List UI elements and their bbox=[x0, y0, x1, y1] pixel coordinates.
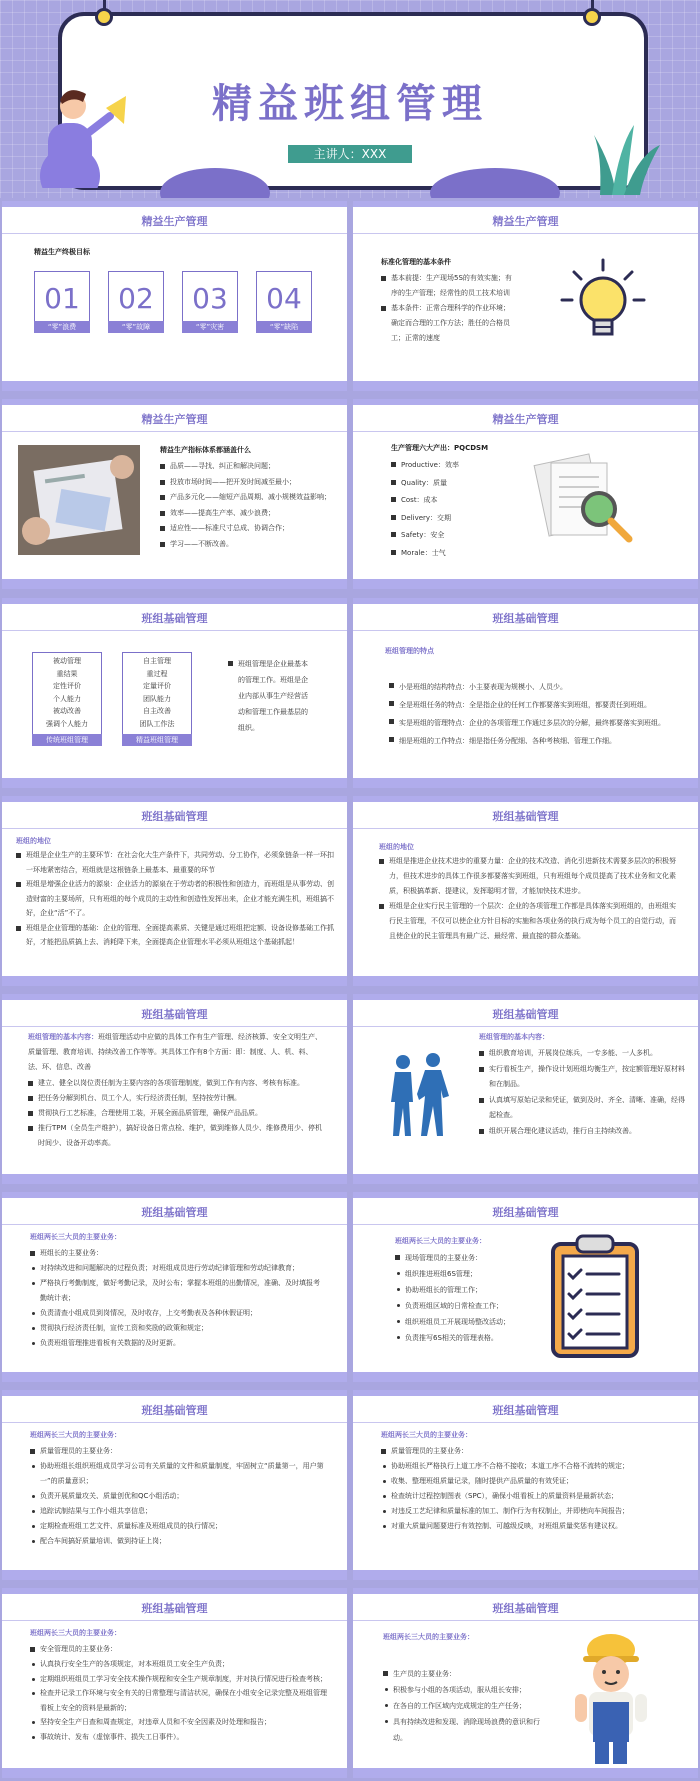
slide-team-features bbox=[353, 598, 698, 788]
box-item: 强调个人能力 bbox=[46, 719, 88, 728]
pqcdsm-list bbox=[391, 457, 521, 562]
list-item: 协助班组长的管理工作； bbox=[395, 1282, 545, 1298]
slide-production-staff-duties bbox=[353, 1588, 698, 1778]
list-item: 小是班组的结构特点：小主要表现为规模小、人员少。 bbox=[389, 678, 689, 696]
slide-bottom-bar bbox=[2, 778, 347, 788]
condition-list bbox=[381, 271, 516, 346]
content-list bbox=[28, 1076, 324, 1151]
slide-subtitle: 班组两长三大员的主要业务： bbox=[395, 1237, 486, 1245]
list-item: 贯彻执行工艺标准，合理使用工装，开展全面品质管理，确保产品品质。 bbox=[28, 1106, 324, 1121]
slide-lean-goals bbox=[2, 201, 347, 391]
list-item: 定期检查班组工艺文件、质量标准及班组成员的执行情况； bbox=[30, 1519, 326, 1534]
slide-subtitle: 班组两长三大员的主要业务： bbox=[30, 1629, 121, 1637]
title-divider bbox=[2, 1422, 347, 1423]
list-item: 班组管理是企业最基本的管理工作。班组是企业内部从事生产经营活动和管理工作最基层的组织。 bbox=[228, 656, 312, 736]
slide-subtitle: 班组的地位 bbox=[379, 843, 414, 851]
goal-box-1 bbox=[34, 271, 90, 333]
list-item: 负责班组管理推进看板有关数据的及时更新。 bbox=[30, 1336, 326, 1351]
duty-lead bbox=[30, 1444, 330, 1459]
goal-label: “零”灾害 bbox=[182, 321, 238, 333]
list-item: 效率——提高生产率、减少浪费； bbox=[160, 506, 340, 522]
list-item: Delivery：交期 bbox=[391, 510, 521, 528]
pin-left-icon bbox=[95, 8, 113, 26]
slide-top-bar bbox=[2, 1588, 347, 1594]
slide-bottom-bar bbox=[2, 579, 347, 589]
box-item: 重过程 bbox=[146, 669, 168, 678]
duty-list bbox=[381, 1459, 677, 1534]
slide-bottom-bar bbox=[353, 976, 698, 986]
list-item: 实行看板生产，操作设计划班组均衡生产，按定额管理好原材料和在制品。 bbox=[479, 1062, 689, 1093]
list-item: 认真执行安全生产的各项规定，对本班组员工安全生产负责； bbox=[30, 1657, 330, 1672]
slide-top-bar bbox=[353, 796, 698, 802]
list-item: 定期组织班组员工学习安全技术操作规程和安全生产规章制度，并对执行情况进行检查考核； bbox=[30, 1672, 330, 1687]
duty-lead bbox=[30, 1642, 330, 1657]
list-item: Safety：安全 bbox=[391, 527, 521, 545]
list-item: 负责开展质量攻关、质量创优和QC小组活动； bbox=[30, 1489, 326, 1504]
list-item: 适应性——标准尺寸总成、协调合作； bbox=[160, 521, 340, 537]
list-item: 班组是增强企业活力的源泉：企业活力的源泉在于劳动者的积极性和创造力，而班组是从事劳动、创造财富的主要场所，只有班组的每个成员的主动性和创造性发挥出来，企业才能充满生机，班组搞不好，企业“活”不了。 bbox=[16, 877, 336, 921]
goal-number: 03 bbox=[192, 282, 228, 315]
duty-lead bbox=[30, 1246, 330, 1261]
box-item: 团队工作法 bbox=[139, 719, 175, 728]
slide-title: 班组基础管理 bbox=[492, 1206, 559, 1219]
box-label: 精益班组管理 bbox=[122, 734, 192, 746]
goal-label: “零”缺陷 bbox=[256, 321, 312, 333]
slide-top-bar bbox=[353, 1588, 698, 1594]
box-label: 传统班组管理 bbox=[32, 734, 102, 746]
list-item: Morale：士气 bbox=[391, 545, 521, 563]
slide-title: 班组基础管理 bbox=[492, 612, 559, 625]
slide-subtitle: 班组两长三大员的主要业务： bbox=[30, 1233, 121, 1241]
slide-title: 班组基础管理 bbox=[492, 1404, 559, 1417]
slide-subtitle: 标准化管理的基本条件 bbox=[381, 258, 451, 266]
list-item: 贯彻执行经济责任制，宣传工资和奖励的政策和规定； bbox=[30, 1321, 326, 1336]
box-item: 自主改善 bbox=[143, 707, 171, 715]
slide-subtitle: 班组的地位 bbox=[16, 837, 51, 845]
list-item: 负责班组区域的日常检查工作； bbox=[395, 1298, 545, 1314]
goal-box-2 bbox=[108, 271, 164, 333]
list-item: 投放市场时间——把开发时间减至最小； bbox=[160, 475, 340, 491]
box-items bbox=[33, 655, 101, 730]
list-item: 班组是企业管理的基础：企业的管理、全面提高素质、关键是通过班组把定额、设备设修基础工作抓好，才能把品质搞上去、消耗降下来，全面提高企业管理水平必须从班组这个基础抓起！ bbox=[16, 921, 336, 950]
slide-top-bar bbox=[353, 201, 698, 207]
content-intro-text: 班组管理活动中应做的具体工作有生产管理、经济核算、安全文明生产、质量管理、教育培训、持续改善工作等等。其具体工作有8个方面：即：制度、人、机、料、法、环、信息、改善 bbox=[28, 1033, 322, 1071]
box-item: 重结果 bbox=[56, 669, 78, 678]
list-item: 检查统计过程控制图表（SPC），确保小组看板上的质量资料是最新状态； bbox=[381, 1489, 677, 1504]
title-divider bbox=[2, 630, 347, 631]
list-item: 班组长的主要业务： bbox=[30, 1246, 330, 1261]
list-item: 协助班组长严格执行上道工序不合格不接收；本道工序不合格不流转的规定； bbox=[381, 1459, 677, 1474]
list-item: 事故统计、发布（虚惊事件、损失工日事件）。 bbox=[30, 1730, 330, 1745]
list-item: 质量管理员的主要业务： bbox=[381, 1444, 681, 1459]
slide-title: 班组基础管理 bbox=[141, 1404, 208, 1417]
clipboard-checklist-icon bbox=[547, 1230, 643, 1360]
slide-bottom-bar bbox=[353, 1570, 698, 1580]
slide-quality-duties-2 bbox=[353, 1390, 698, 1580]
title-divider bbox=[353, 431, 698, 432]
slide-subtitle: 班组管理的特点 bbox=[385, 647, 434, 655]
slide-safety-duties bbox=[2, 1588, 347, 1778]
title-divider bbox=[2, 1026, 347, 1027]
title-divider bbox=[353, 1620, 698, 1621]
list-item: 检查并记录工作环境与安全有关的日常整理与清洁状况，确保在小组安全记录完整及班组管理看板上安全的资料是最新的； bbox=[30, 1686, 330, 1715]
list-item: 配合车间搞好质量培训、做到持证上岗； bbox=[30, 1534, 326, 1549]
list-item: 负责清查小组成员到岗情况，及时收存，上交考勤表及各种休假证明； bbox=[30, 1306, 326, 1321]
slide-top-bar bbox=[2, 201, 347, 207]
list-item: 协助班组长组织班组成员学习公司有关质量的文件和质量制度，牢固树立“质量第一，用户第一”的质量意识； bbox=[30, 1459, 326, 1489]
duty-list bbox=[30, 1261, 326, 1351]
goal-number: 01 bbox=[44, 282, 80, 315]
box-item: 个人能力 bbox=[53, 694, 81, 703]
list-item: 质量管理员的主要业务： bbox=[30, 1444, 330, 1459]
slide-team-leader-duties bbox=[2, 1192, 347, 1382]
list-item: 全是班组任务的特点：全是指企业的任何工作都要落实到班组，都要责任到班组。 bbox=[389, 696, 689, 714]
list-item: 建立、健全以岗位责任制为主要内容的各项管理制度，做到工作有内容、考核有标准。 bbox=[28, 1076, 324, 1091]
traditional-management-box bbox=[32, 652, 102, 746]
slide-bottom-bar bbox=[2, 976, 347, 986]
slide-title: 班组基础管理 bbox=[492, 810, 559, 823]
lightbulb-icon bbox=[558, 256, 648, 346]
slide-bottom-bar bbox=[2, 1570, 347, 1580]
management-description bbox=[228, 656, 312, 736]
list-item: 现场管理员的主要业务： bbox=[395, 1250, 545, 1266]
slide-bottom-bar bbox=[353, 579, 698, 589]
slide-title: 班组基础管理 bbox=[492, 1602, 559, 1615]
list-item: 学习——不断改善。 bbox=[160, 537, 340, 553]
slide-top-bar bbox=[2, 598, 347, 604]
slide-subtitle: 班组两长三大员的主要业务： bbox=[30, 1431, 121, 1439]
slide-bottom-bar bbox=[2, 1372, 347, 1382]
list-item: Cost：成本 bbox=[391, 492, 521, 510]
speaker-label: 主讲人：XXX bbox=[288, 145, 412, 163]
box-item: 团队能力 bbox=[143, 694, 171, 703]
goal-label: “零”浪费 bbox=[34, 321, 90, 333]
duty-lead bbox=[383, 1666, 563, 1682]
workers-silhouette-icon bbox=[381, 1050, 461, 1140]
lean-management-box bbox=[122, 652, 192, 746]
box-item: 自主管理 bbox=[143, 657, 171, 665]
indicator-list bbox=[160, 459, 340, 552]
content-intro-label: 班组管理的基本内容： bbox=[28, 1033, 98, 1041]
slide-top-bar bbox=[353, 994, 698, 1000]
duty-list bbox=[395, 1266, 545, 1346]
goal-number: 02 bbox=[118, 282, 154, 315]
slide-bottom-bar bbox=[2, 1768, 347, 1778]
title-divider bbox=[2, 1620, 347, 1621]
slide-top-bar bbox=[2, 1390, 347, 1396]
worker-hardhat-icon bbox=[571, 1628, 651, 1768]
duty-lead bbox=[395, 1250, 545, 1266]
slide-quality-duties-1 bbox=[2, 1390, 347, 1580]
list-item: 认真填写原始记录和凭证，做到及时、齐全、清晰、准确，经得起检查。 bbox=[479, 1093, 689, 1124]
content-list bbox=[479, 1046, 689, 1139]
list-item: 负责推写6S相关的管理表格。 bbox=[395, 1330, 545, 1346]
slide-pqcdsm bbox=[353, 399, 698, 589]
title-divider bbox=[353, 1026, 698, 1027]
slide-subtitle: 班组两长三大员的主要业务： bbox=[383, 1633, 474, 1641]
title-divider bbox=[353, 233, 698, 234]
slide-site-manager-duties bbox=[353, 1192, 698, 1382]
list-item: 对违反工艺纪律和质量标准的加工、制作行为有权制止，并即使向车间报告； bbox=[381, 1504, 677, 1519]
list-item: 收集、整理班组质量记录，随时提供产品质量的有效凭证； bbox=[381, 1474, 677, 1489]
slide-title: 精益生产管理 bbox=[492, 215, 559, 228]
box-item: 被动改善 bbox=[53, 707, 81, 715]
slide-bottom-bar bbox=[2, 381, 347, 391]
cover-slide bbox=[0, 0, 700, 198]
list-item: 产品多元化——缩短产品周期、减小规模效益影响； bbox=[160, 490, 340, 506]
cover-title: 精益班组管理 bbox=[212, 81, 488, 127]
slide-top-bar bbox=[2, 1192, 347, 1198]
slide-subtitle: 班组管理的基本内容： bbox=[479, 1033, 549, 1041]
list-item: 安全管理员的主要业务： bbox=[30, 1642, 330, 1657]
slide-bottom-bar bbox=[353, 1768, 698, 1778]
duty-list bbox=[30, 1657, 330, 1744]
slide-lean-indicators bbox=[2, 399, 347, 589]
slide-top-bar bbox=[2, 796, 347, 802]
list-item: 品质——寻找、纠正和解决问题； bbox=[160, 459, 340, 475]
list-item: 生产员的主要业务： bbox=[383, 1666, 563, 1682]
title-divider bbox=[353, 1224, 698, 1225]
feature-list bbox=[389, 678, 689, 750]
title-divider bbox=[353, 828, 698, 829]
slide-title: 班组基础管理 bbox=[141, 612, 208, 625]
slide-title: 精益生产管理 bbox=[492, 413, 559, 426]
slide-standardization bbox=[353, 201, 698, 391]
list-item: 坚持安全生产日查和周查规定，对违章人员和不安全因素及时处理和报告； bbox=[30, 1715, 330, 1730]
title-divider bbox=[2, 1224, 347, 1225]
content-intro bbox=[28, 1030, 324, 1075]
slide-bottom-bar bbox=[353, 778, 698, 788]
list-item: 班组是推进企业技术进步的重要力量：企业的技术改造、消化引进新技术需要多层次的积极努力，但技术进步的具体工作很多都要落实到班组，只有班组每个成员提高了技术业务和文化素质，积极搞革新、提建议，发挥聪明才智，才能加快技术进步。 bbox=[379, 854, 679, 899]
slide-subtitle: 生产管理六大产出：PQCDSM bbox=[391, 444, 489, 452]
slide-title: 班组基础管理 bbox=[141, 810, 208, 823]
slide-title: 班组基础管理 bbox=[141, 1206, 208, 1219]
list-item: 组织推进班组6S管理； bbox=[395, 1266, 545, 1282]
list-item: 对重大质量问题要进行有效控制、可越级反映，对班组质量奖惩有建议权。 bbox=[381, 1519, 677, 1534]
list-item: 追踪试制结果与工作小组共享信息； bbox=[30, 1504, 326, 1519]
slide-subtitle: 班组两长三大员的主要业务： bbox=[381, 1431, 472, 1439]
goal-number: 04 bbox=[266, 282, 302, 315]
list-item: Quality：质量 bbox=[391, 475, 521, 493]
slide-title: 精益生产管理 bbox=[141, 413, 208, 426]
slide-title: 班组基础管理 bbox=[492, 1008, 559, 1021]
list-item: 在各自的工作区域内完成规定的生产任务； bbox=[383, 1698, 543, 1714]
list-item: 班组是企业实行民主管理的一个层次：企业的各项管理工作都是具体落实到班组的，由班组实行民主管理，不仅可以使企业方针目标的实施和各项业务的执行成为每个员工的自觉行动，而且使企业的民主管理具有最广泛、最经常、最直接的群众基础。 bbox=[379, 899, 679, 944]
list-item: 严格执行考勤制度，做好考勤记录，及时公布；掌握本班组的出勤情况，准确、及时填报考勤统计表； bbox=[30, 1276, 326, 1306]
box-item: 被动管理 bbox=[53, 657, 81, 665]
title-divider bbox=[2, 233, 347, 234]
box-items bbox=[123, 655, 191, 730]
slide-title: 精益生产管理 bbox=[141, 215, 208, 228]
slide-team-status-2 bbox=[353, 796, 698, 986]
slide-team-status-1 bbox=[2, 796, 347, 986]
list-item: 组织教育培训，开展岗位练兵，一专多能、一人多机。 bbox=[479, 1046, 689, 1062]
slide-top-bar bbox=[2, 399, 347, 405]
pin-right-icon bbox=[583, 8, 601, 26]
slide-top-bar bbox=[353, 399, 698, 405]
document-magnifier-icon bbox=[533, 449, 643, 549]
list-item: 实是班组的管理特点：企业的各项管理工作通过多层次的分解，最终都要落实到班组。 bbox=[389, 714, 689, 732]
title-divider bbox=[2, 431, 347, 432]
title-divider bbox=[2, 828, 347, 829]
list-item: 把任务分解到机台、员工个人，实行经济责任制，坚持按劳计酬。 bbox=[28, 1091, 324, 1106]
list-item: 对持续改进和问题解决的过程负责；对班组成员进行劳动纪律管理和劳动纪律教育； bbox=[30, 1261, 326, 1276]
duty-list bbox=[383, 1682, 543, 1746]
slide-bottom-bar bbox=[2, 1174, 347, 1184]
goal-label: “零”故障 bbox=[108, 321, 164, 333]
list-item: 基本前提：生产现场5S的有效实施；有序的生产管理；经常性的员工技术培训 bbox=[381, 271, 516, 301]
status-list bbox=[379, 854, 679, 944]
slide-title: 班组基础管理 bbox=[141, 1602, 208, 1615]
plant-decoration-icon bbox=[590, 125, 670, 195]
slide-top-bar bbox=[353, 598, 698, 604]
list-item: 班组是企业生产的主要环节：在社会化大生产条件下，共同劳动、分工协作，必须象链条一样一环扣一环地紧密结合，班组就是这根链条上最基本、最重要的环节 bbox=[16, 848, 336, 877]
slide-top-bar bbox=[353, 1192, 698, 1198]
list-item: 积极参与小组的各项活动，服从组长安排； bbox=[383, 1682, 543, 1698]
title-divider bbox=[353, 630, 698, 631]
box-item: 定量评价 bbox=[143, 682, 171, 690]
slide-subtitle: 精益生产终极目标 bbox=[34, 248, 90, 256]
meeting-photo bbox=[18, 445, 140, 555]
list-item: 细是班组的工作特点：细是指任务分配细、各种考核细、管理工作细。 bbox=[389, 732, 689, 750]
slide-title: 班组基础管理 bbox=[141, 1008, 208, 1021]
slide-subtitle: 精益生产指标体系都涵盖什么 bbox=[160, 446, 251, 454]
slide-basic-content-2 bbox=[353, 994, 698, 1184]
slide-basic-content-1 bbox=[2, 994, 347, 1184]
slide-top-bar bbox=[2, 994, 347, 1000]
goal-box-4 bbox=[256, 271, 312, 333]
status-list bbox=[16, 848, 336, 950]
slide-bottom-bar bbox=[353, 381, 698, 391]
slide-team-comparison bbox=[2, 598, 347, 788]
slide-bottom-bar bbox=[353, 1372, 698, 1382]
duty-list bbox=[30, 1459, 326, 1549]
slide-top-bar bbox=[353, 1390, 698, 1396]
duty-lead bbox=[381, 1444, 681, 1459]
list-item: 组织开展合理化建议活动，推行自主持续改善。 bbox=[479, 1124, 689, 1140]
list-item: 推行TPM（全员生产维护），搞好设备日常点检、维护，做到维修人员少、维修费用少、停机时间少、设备开动率高。 bbox=[28, 1121, 324, 1151]
list-item: 组织班组员工开展现场整改活动； bbox=[395, 1314, 545, 1330]
box-item: 定性评价 bbox=[53, 682, 81, 690]
slide-bottom-bar bbox=[353, 1174, 698, 1184]
list-item: Productive：效率 bbox=[391, 457, 521, 475]
list-item: 基本条件：正常合理科学的作业环境；确定而合理的工作方法；胜任的合格员工；正常的速度 bbox=[381, 301, 516, 346]
list-item: 具有持续改进和发现、消除现场浪费的意识和行动。 bbox=[383, 1714, 543, 1746]
title-divider bbox=[353, 1422, 698, 1423]
goal-box-3 bbox=[182, 271, 238, 333]
